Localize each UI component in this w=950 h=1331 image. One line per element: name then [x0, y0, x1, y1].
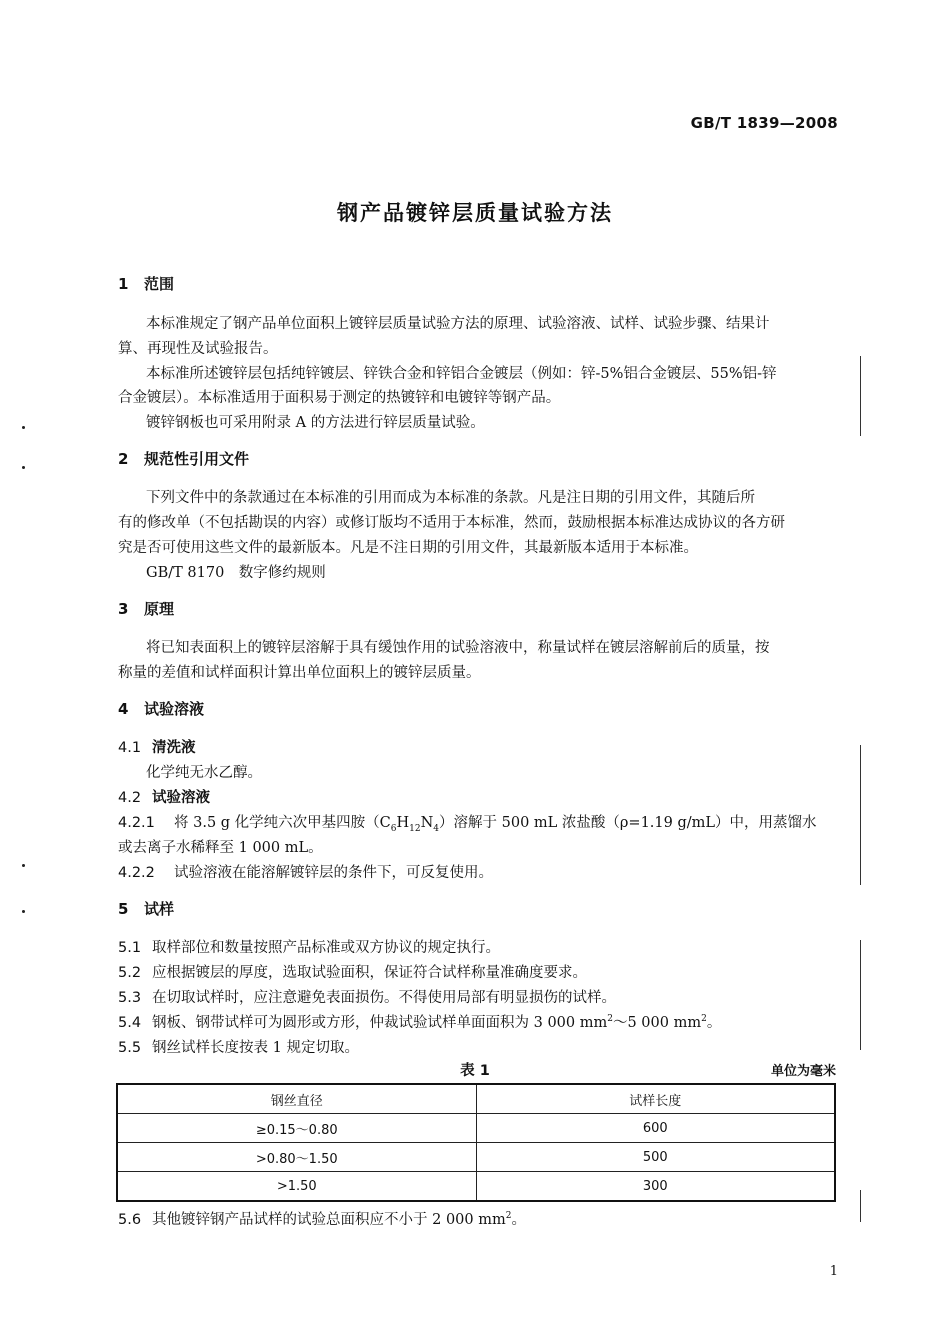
- text-run: H: [396, 815, 410, 831]
- clause-number: 5.4: [118, 1015, 142, 1031]
- section-number: 3: [118, 600, 129, 618]
- section-title: 试样: [144, 900, 175, 918]
- text-run: 。: [511, 1212, 526, 1228]
- section-5-heading: [118, 898, 174, 919]
- table-row: [117, 1114, 835, 1143]
- paragraph-line: 下列文件中的条款通过在本标准的引用而成为本标准的条款。凡是注日期的引用文件，其随后所: [146, 490, 755, 506]
- clause-number: 5.5: [118, 1040, 142, 1056]
- scan-mark: [22, 426, 25, 429]
- text-run: 钢板、钢带试样可为圆形或方形，仲裁试验试样单面面积为 3 000 mm: [152, 1015, 608, 1031]
- clause-text: 试验溶液在能溶解镀锌层的条件下，可反复使用。: [174, 865, 493, 881]
- clause-5-1: [118, 936, 500, 957]
- cell-diameter: >0.80～1.50: [117, 1143, 476, 1172]
- section-title: 原理: [144, 600, 175, 618]
- subsection-title: 试验溶液: [152, 790, 210, 806]
- text-run: 。: [706, 1015, 722, 1031]
- subsection-number: 4.1: [118, 740, 142, 756]
- paragraph-line: 化学纯无水乙醇。: [146, 765, 262, 781]
- header-wire-diameter: 钢丝直径: [117, 1084, 476, 1114]
- clause-5-2: [118, 961, 587, 982]
- paragraph-line: 本标准规定了钢产品单位面积上镀锌层质量试验方法的原理、试验溶液、试样、试验步骤、结果计: [146, 316, 770, 332]
- paragraph-line: 或去离子水稀释至 1 000 mL。: [118, 840, 323, 856]
- clause-number: 5.6: [118, 1212, 142, 1228]
- section-title: 规范性引用文件: [144, 450, 250, 468]
- clause-5-3: [118, 986, 616, 1007]
- revision-bar: [860, 356, 861, 436]
- scan-mark: [22, 466, 25, 469]
- text-run: ）溶解于 500 mL 浓盐酸（ρ=1.19 g/mL）中，用蒸馏水: [439, 815, 817, 831]
- clause-5-6: [118, 1208, 526, 1229]
- section-title: 范围: [144, 275, 175, 293]
- document-title: 钢产品镀锌层质量试验方法: [337, 200, 613, 225]
- cell-length: 500: [476, 1143, 835, 1172]
- paragraph-line: 称量的差值和试样面积计算出单位面积上的镀锌层质量。: [118, 665, 481, 681]
- subsection-title: 清洗液: [152, 740, 196, 756]
- text-run: 将 3.5 g 化学纯六次甲基四胺（C: [174, 815, 391, 831]
- subscript: 6: [390, 823, 397, 834]
- clause-text: 在切取试样时，应注意避免表面损伤。不得使用局部有明显损伤的试样。: [152, 990, 616, 1006]
- scan-mark: [22, 864, 25, 867]
- paragraph-line: 算、再现性及试验报告。: [118, 341, 278, 357]
- revision-bar: [860, 745, 861, 885]
- clause-5-5: [118, 1036, 359, 1057]
- paragraph-line: 本标准所述镀锌层包括纯锌镀层、锌铁合金和锌铝合金镀层（例如：锌-5%铝合金镀层、55%铝-锌: [146, 366, 777, 382]
- paragraph-line: 合金镀层）。本标准适用于面积易于测定的热镀锌和电镀锌等钢产品。: [118, 390, 561, 406]
- section-number: 4: [118, 700, 129, 718]
- table-unit-note: 单位为毫米: [770, 1064, 836, 1079]
- cell-length: 600: [476, 1114, 835, 1143]
- cell-diameter: ≥0.15～0.80: [117, 1114, 476, 1143]
- subscript: 4: [433, 823, 440, 834]
- text-run: N: [420, 815, 434, 831]
- page-number: 1: [829, 1264, 838, 1279]
- header-sample-length: 试样长度: [476, 1084, 835, 1114]
- table-caption: 表 1: [460, 1063, 490, 1079]
- normative-reference: GB/T 8170 数字修约规则: [146, 565, 326, 581]
- clause-text: 应根据镀层的厚度，选取试验面积，保证符合试样称量准确度要求。: [152, 965, 587, 981]
- clause-number: 4.2.1: [118, 815, 155, 831]
- clause-4-2-2: [118, 861, 493, 882]
- clause-number: 4.2.2: [118, 865, 155, 881]
- superscript: 2: [607, 1014, 613, 1025]
- section-number: 2: [118, 450, 129, 468]
- clause-5-4: [118, 1011, 721, 1032]
- subsection-4-1-heading: [118, 736, 196, 757]
- section-number: 5: [118, 900, 129, 918]
- section-3-heading: [118, 598, 174, 619]
- cell-diameter: >1.50: [117, 1172, 476, 1202]
- subscript: 12: [409, 823, 421, 834]
- subsection-number: 4.2: [118, 790, 142, 806]
- table-header-row: [117, 1084, 835, 1114]
- paragraph-line: 有的修改单（不包括勘误的内容）或修订版均不适用于本标准，然而，鼓励根据本标准达成协议的各方研: [118, 515, 785, 531]
- cell-length: 300: [476, 1172, 835, 1202]
- section-4-heading: [118, 698, 204, 719]
- table-row: [117, 1172, 835, 1202]
- superscript: 2: [701, 1014, 707, 1025]
- table-row: [117, 1143, 835, 1172]
- paragraph-line: 镀锌钢板也可采用附录 A 的方法进行锌层质量试验。: [146, 415, 485, 431]
- standard-number: GB/T 1839—2008: [690, 114, 838, 132]
- clause-text: 钢丝试样长度按表 1 规定切取。: [152, 1040, 359, 1056]
- revision-bar: [860, 1190, 861, 1222]
- clause-number: 5.2: [118, 965, 142, 981]
- paragraph-line: 将已知表面积上的镀锌层溶解于具有缓蚀作用的试验溶液中，称量试样在镀层溶解前后的质量，按: [146, 640, 770, 656]
- section-1-heading: [118, 273, 174, 294]
- section-2-heading: [118, 448, 249, 469]
- section-title: 试验溶液: [144, 700, 205, 718]
- section-number: 1: [118, 275, 129, 293]
- revision-bar: [860, 940, 861, 1050]
- text-run: ～5 000 mm: [612, 1015, 702, 1031]
- scan-mark: [22, 910, 25, 913]
- paragraph-line: 究是否可使用这些文件的最新版本。凡是不注日期的引用文件，其最新版本适用于本标准。: [118, 540, 698, 556]
- clause-number: 5.3: [118, 990, 142, 1006]
- text-run: 其他镀锌钢产品试样的试验总面积应不小于 2 000 mm: [152, 1212, 506, 1228]
- clause-text: 取样部位和数量按照产品标准或双方协议的规定执行。: [152, 940, 500, 956]
- wire-sample-length-table: [116, 1083, 836, 1202]
- clause-number: 5.1: [118, 940, 142, 956]
- superscript: 2: [505, 1211, 512, 1222]
- subsection-4-2-heading: [118, 786, 210, 807]
- clause-4-2-1: [118, 811, 817, 834]
